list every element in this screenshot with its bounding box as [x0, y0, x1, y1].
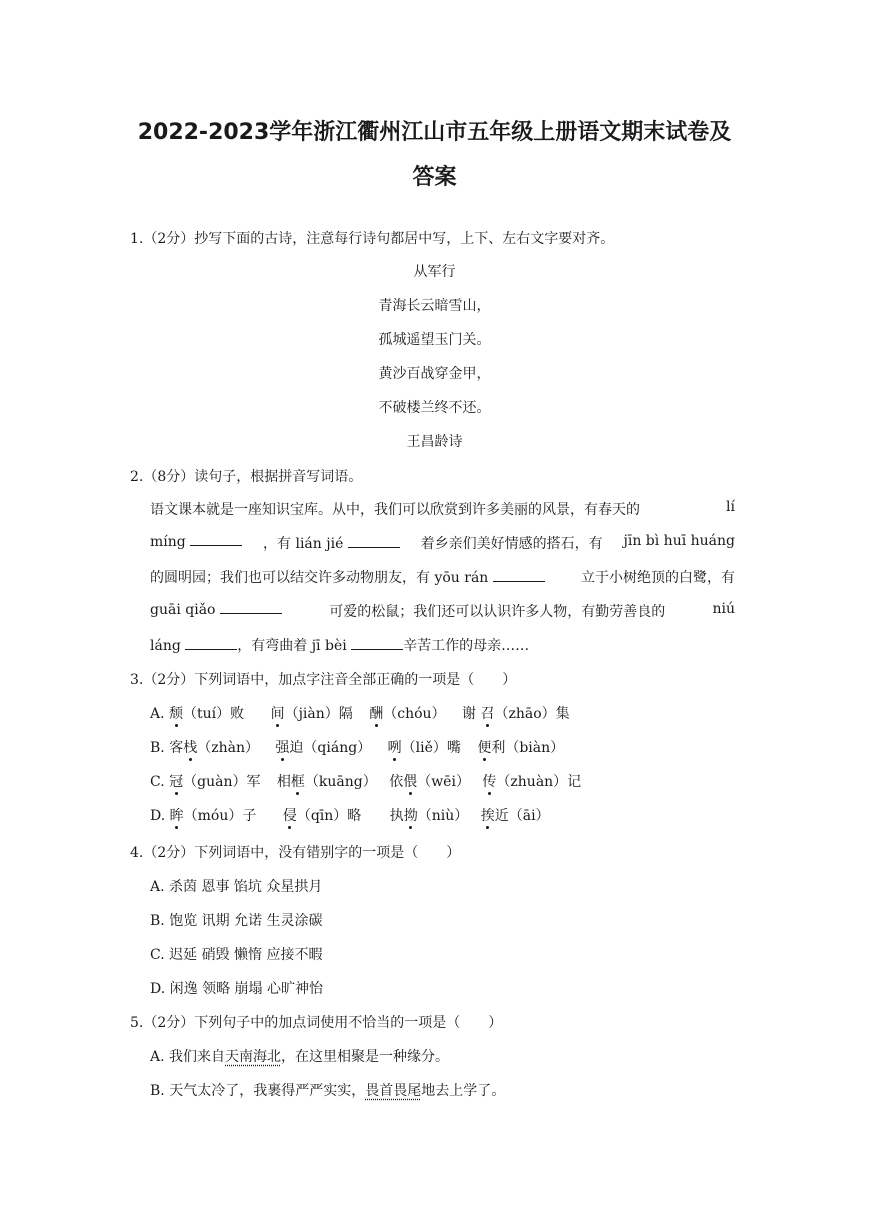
q2-text: 立于小树绝顶的白鹭，有	[581, 570, 735, 586]
dotted-char: 召	[480, 706, 495, 722]
q2-pinyin: míng	[150, 534, 186, 550]
dotted-char: 传	[482, 774, 497, 790]
poem-line-4: 不破楼兰终不还。	[378, 400, 491, 416]
dotted-char: 强	[275, 740, 290, 756]
document-title-continued: 答案	[412, 165, 457, 190]
question-3-stem: 3.（2分）下列词语中，加点字注音全部正确的一项是（ ）	[130, 672, 517, 688]
dotted-char: 侵	[282, 808, 297, 824]
dotted-word: 畏首畏尾	[365, 1083, 422, 1099]
poem-line-1: 青海长云暗雪山，	[378, 298, 491, 314]
q2-text: 的圆明园；我们也可以结交许多动物朋友，有 yōu rán	[150, 570, 489, 586]
q2-text: 语文课本就是一座知识宝库。从中，我们可以欣赏到许多美丽的风景，有春天的	[150, 502, 640, 518]
q2-paragraph-line-2	[150, 533, 735, 553]
q2-pinyin: jīn bì huī huáng	[623, 533, 735, 549]
question-4-stem: 4.（2分）下列词语中，没有错别字的一项是（ ）	[130, 845, 461, 861]
dotted-char: 冠	[169, 774, 184, 790]
dotted-char: 酬	[369, 706, 384, 722]
q2-paragraph-line-5	[150, 635, 529, 655]
answer-blank[interactable]	[220, 601, 282, 614]
question-1-stem: 1.（2分）抄写下面的古诗，注意每行诗句都居中写，上下、左右文字要对齐。	[130, 231, 615, 247]
q4-option-b: B. 饱览 讯期 允诺 生灵涂碳	[150, 913, 323, 929]
dotted-char: 便	[477, 740, 492, 756]
poem-line-2: 孤城遥望玉门关。	[378, 332, 491, 348]
dotted-char: 眸	[169, 808, 184, 824]
q2-pinyin: lí	[726, 499, 735, 515]
answer-blank[interactable]	[190, 533, 242, 546]
q4-option-d: D. 闲逸 领略 崩塌 心旷神怡	[150, 981, 323, 997]
question-5-stem: 5.（2分）下列句子中的加点词使用不恰当的一项是（ ）	[130, 1015, 503, 1031]
q2-paragraph-line-1	[150, 499, 735, 519]
q5-option-a: A. 我们来自天南海北，在这里相聚是一种缘分。	[150, 1049, 450, 1065]
answer-blank[interactable]	[493, 569, 545, 582]
q3-option-a: A. 颓（tuí）败 间（jiàn）隔 酬（chóu） 谢 召（zhāo）集	[150, 706, 570, 722]
q2-text: ，有 lián jié	[263, 536, 344, 552]
dotted-char: 颓	[169, 706, 184, 722]
poem-author: 王昌龄诗	[406, 434, 463, 450]
document-title: 2022-2023学年浙江衢州江山市五年级上册语文期末试卷及	[137, 120, 732, 145]
q2-text: 可爱的松鼠；我们还可以认识许多人物，有勤劳善良的	[329, 604, 666, 620]
q2-text: 辛苦工作的母亲……	[403, 638, 530, 654]
poem-title: 从军行	[413, 264, 456, 280]
question-2-stem: 2.（8分）读句子，根据拼音写词语。	[130, 469, 363, 485]
poem-line-3: 黄沙百战穿金甲，	[378, 366, 491, 382]
dotted-char: 间	[270, 706, 285, 722]
q2-pinyin: láng	[150, 638, 181, 654]
q4-option-c: C. 迟延 硝毁 懒惰 应接不暇	[150, 947, 323, 963]
dotted-char: 拗	[403, 808, 418, 824]
q2-pinyin: niú	[712, 601, 735, 617]
dotted-char: 挨	[480, 808, 495, 824]
q2-paragraph-line-3	[150, 567, 735, 587]
q3-option-b: B. 客栈（zhàn） 强迫（qiáng） 咧（liě）嘴 便利（biàn）	[150, 740, 565, 756]
dotted-char: 框	[290, 774, 305, 790]
answer-blank[interactable]	[348, 535, 400, 548]
q2-pinyin: guāi qiǎo	[150, 602, 216, 618]
dotted-char: 咧	[387, 740, 402, 756]
q2-text: ，有弯曲着 jī bèi	[237, 638, 347, 654]
dotted-char: 栈	[183, 740, 198, 756]
q2-text: 着乡亲们美好情感的搭石，有	[420, 536, 603, 552]
q5-option-b: B. 天气太冷了，我裹得严严实实，畏首畏尾地去上学了。	[150, 1083, 506, 1099]
answer-blank[interactable]	[351, 637, 403, 650]
q3-option-d: D. 眸（móu）子 侵（qīn）略 执拗（niù） 挨近（āi）	[150, 808, 550, 824]
q4-option-a: A. 杀茵 恩事 馅坑 众星拱月	[150, 879, 323, 895]
dotted-word: 天南海北	[225, 1049, 282, 1065]
q3-option-c: C. 冠（guàn）军 相框（kuāng） 依偎（wēi） 传（zhuàn）记	[150, 774, 582, 790]
q2-paragraph-line-4	[150, 601, 735, 621]
dotted-char: 偎	[403, 774, 418, 790]
answer-blank[interactable]	[185, 637, 237, 650]
